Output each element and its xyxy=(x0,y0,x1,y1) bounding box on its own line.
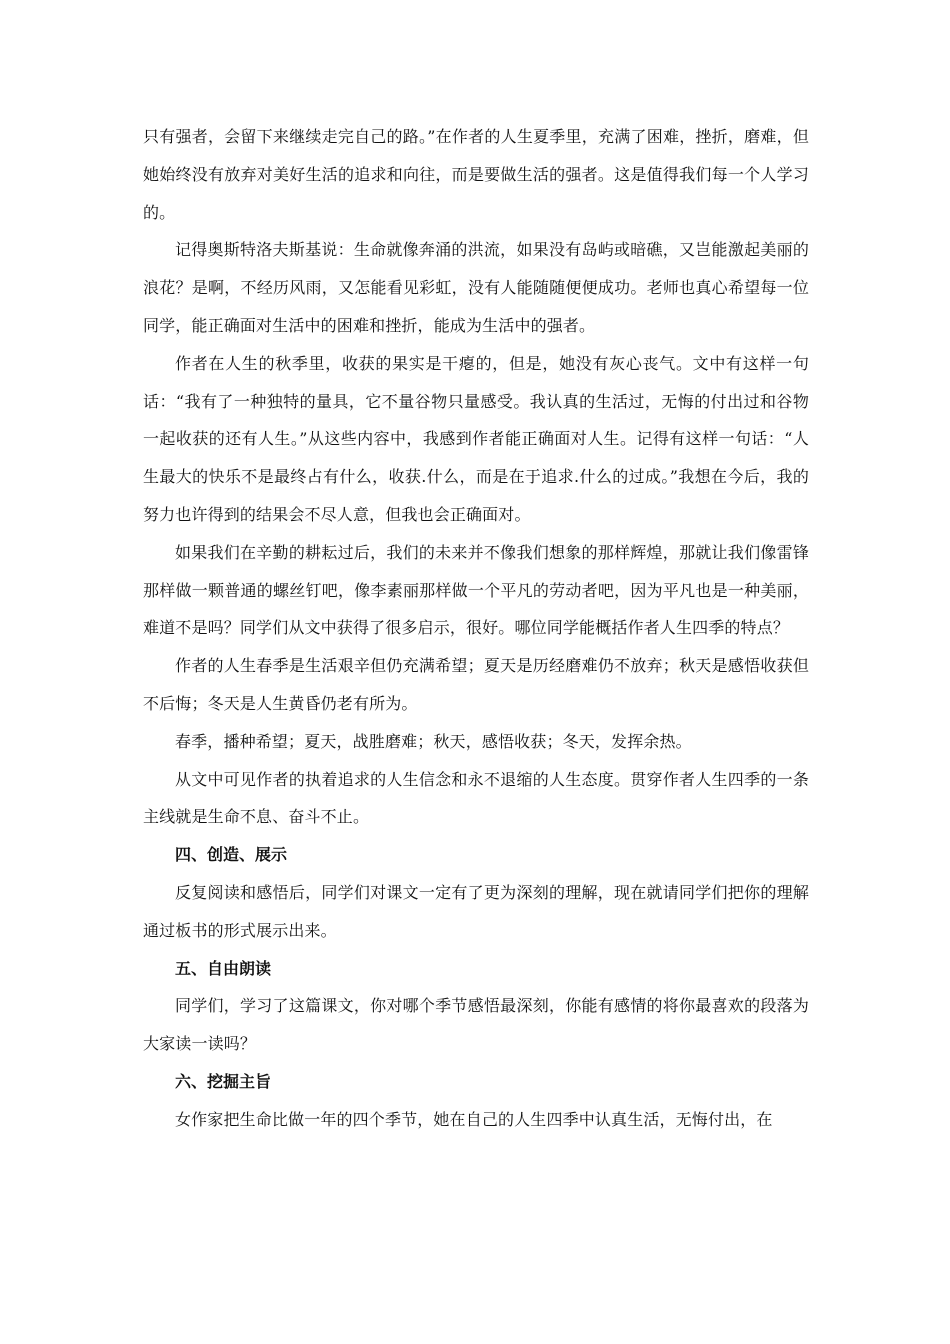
paragraph-four-seasons-short: 春季，播种希望；夏天，战胜磨难；秋天，感悟收获；冬天，发挥余热。 xyxy=(175,731,692,751)
paragraph-blackboard-display: 反复阅读和感悟后，同学们对课文一定有了更为深刻的理解，现在就请同学们把你的理解通过板书的形式展示出来。 xyxy=(143,882,809,940)
paragraph-read-aloud: 同学们，学习了这篇课文，你对哪个季节感悟最深刻，你能有感情的将你最喜欢的段落为大家读一读吗？ xyxy=(143,996,809,1054)
paragraph-life-seasons-metaphor: 女作家把生命比做一年的四个季节，她在自己的人生四季中认真生活，无悔付出，在 xyxy=(175,1109,773,1129)
document-page xyxy=(143,118,809,1139)
section-heading-free-reading: 五、自由朗读 xyxy=(175,958,272,978)
section-heading-create-show: 四、创造、展示 xyxy=(175,845,288,865)
paragraph-summer-strong: 只有强者，会留下来继续走完自己的路。”在作者的人生夏季里，充满了困难，挫折，磨难，但她始终没有放弃对美好生活的追求和向往，而是要做生活的强者。这是值得我们每一个人学习的。 xyxy=(143,127,809,222)
paragraph-four-seasons-summary: 作者的人生春季是生活艰辛但仍充满希望；夏天是历经磨难仍不放弃；秋天是感悟收获但不后悔；冬天是人生黄昏仍老有所为。 xyxy=(143,656,809,713)
paragraph-ostrovsky-quote: 记得奥斯特洛夫斯基说：生命就像奔涌的洪流，如果没有岛屿或暗礁，又岂能激起美丽的浪花？是啊，不经历风雨，又怎能看见彩虹，没有人能随随便便成功。老师也真心希望每一位同学，能正确面对生活中的困难和挫折，能成为生活中的强者。 xyxy=(143,240,809,335)
paragraph-main-thread: 从文中可见作者的执着追求的人生信念和永不退缩的人生态度。贯穿作者人生四季的一条主线就是生命不息、奋斗不止。 xyxy=(143,769,809,827)
paragraph-autumn-harvest: 作者在人生的秋季里，收获的果实是干瘪的，但是，她没有灰心丧气。文中有这样一句话：“我有了一种独特的量具，它不量谷物只量感受。我认真的生活过，无悔的付出过和谷物一起收获的还有人生。”从这些内容中，我感到作者能正确面对人生。记得有这样一句话：“人生最大的快乐不是最终占有什么，收获.什么，而是在于追求.什么的过成。”我想在今后，我的努力也许得到的结果会不尽人意，但我也会正确面对。 xyxy=(143,353,809,524)
paragraph-ordinary-beauty: 如果我们在辛勤的耕耘过后，我们的未来并不像我们想象的那样辉煌，那就让我们像雷锋那样做一颗普通的螺丝钉吧，像李素丽那样做一个平凡的劳动者吧，因为平凡也是一种美丽，难道不是吗？同学们从文中获得了很多启示，很好。哪位同学能概括作者人生四季的特点？ xyxy=(143,542,809,638)
section-heading-main-idea: 六、挖掘主旨 xyxy=(175,1071,272,1091)
